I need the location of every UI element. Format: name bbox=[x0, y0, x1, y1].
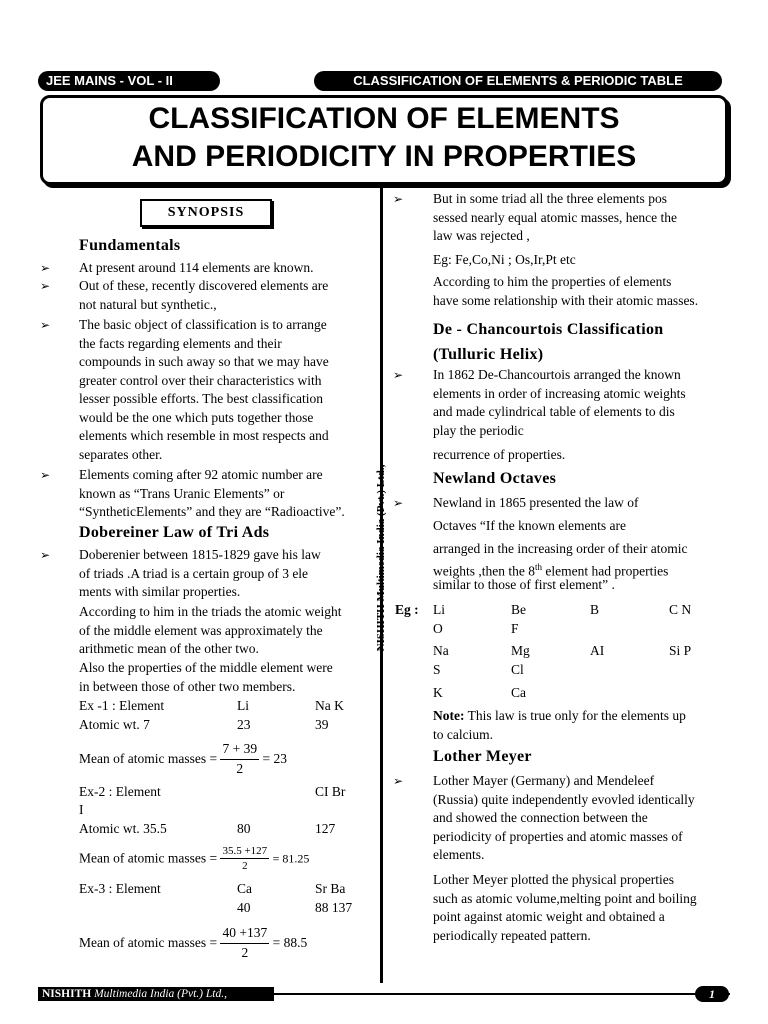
heading-lother-meyer: Lother Meyer bbox=[433, 748, 532, 765]
synopsis-label: SYNOPSIS bbox=[140, 199, 272, 227]
mean-formula-3: Mean of atomic masses = $\frac{40 +137}{2}$ = 88.5 bbox=[79, 925, 308, 960]
ex1-label: Ex -1 : Element bbox=[79, 698, 165, 713]
ex3-value-1: 40 bbox=[237, 900, 251, 915]
volume-tag: JEE MAINS - VOL - II bbox=[38, 71, 220, 91]
octave-cell: AI bbox=[590, 643, 605, 658]
bullet-icon: ➢ bbox=[393, 496, 404, 510]
bullet-icon: ➢ bbox=[40, 318, 51, 332]
bullet-icon: ➢ bbox=[393, 774, 404, 788]
ex1-value-2: 39 bbox=[315, 717, 329, 732]
octave-cell: C N bbox=[669, 602, 692, 617]
ex3-label: Ex-3 : Element bbox=[79, 881, 161, 896]
ex3-element-2: Sr Ba bbox=[315, 881, 346, 896]
newland-point-line-5: similar to those of first element” . bbox=[433, 577, 615, 592]
octave-cell: Ca bbox=[511, 685, 526, 700]
bullet-icon: ➢ bbox=[40, 261, 51, 275]
de-chancourtois-continued: recurrence of properties. bbox=[433, 447, 566, 462]
ex2-value-2: 127 bbox=[315, 821, 336, 836]
lother-meyer-point: Lother Mayer (Germany) and Mendeleef (Russia) quite independently evovled identically and showed the connection between the periodicity of properties and atomic masses of elements. bbox=[433, 773, 695, 862]
octave-cell: F bbox=[511, 621, 519, 636]
octave-cell: Na bbox=[433, 643, 449, 658]
footer-publisher: NISHITH Multimedia India (Pvt.) Ltd., bbox=[38, 987, 274, 1001]
octave-cell: B bbox=[590, 602, 600, 617]
newland-point-line-1: Newland in 1865 presented the law of bbox=[433, 495, 639, 510]
newland-note: Note: This law is true only for the elements up to calcium. bbox=[433, 708, 686, 742]
bullet-icon: ➢ bbox=[40, 468, 51, 482]
fundamentals-point-3: The basic object of classification is to arrange the facts regarding elements and their compounds in such away so that we may have greater control over their characteristics with lesser possible efforts. The best classification would be the one which puts together those elements which resemble in most respects and separates other. bbox=[79, 317, 329, 462]
chapter-tag: CLASSIFICATION OF ELEMENTS & PERIODIC TABLE bbox=[314, 71, 722, 91]
de-chancourtois-point: In 1862 De-Chancourtois arranged the known elements in order of increasing atomic weights and made cylindrical table of elements to dis play the periodic bbox=[433, 367, 686, 438]
octave-cell: Be bbox=[511, 602, 526, 617]
ex1-element-1: Li bbox=[237, 698, 249, 713]
octave-cell: O bbox=[433, 621, 443, 636]
ex2-element-i: I bbox=[79, 802, 84, 817]
octave-cell: Cl bbox=[511, 662, 524, 677]
triad-rejection-point: But in some triad all the three elements pos sessed nearly equal atomic masses, hence the law was rejected , bbox=[433, 191, 678, 243]
fundamentals-point-2: Out of these, recently discovered elements are not natural but synthetic., bbox=[79, 278, 329, 312]
ex2-elements: CI Br bbox=[315, 784, 346, 799]
page-title-line-2: AND PERIODICITY IN PROPERTIES bbox=[131, 140, 637, 173]
fundamentals-point-4: Elements coming after 92 atomic number are known as “Trans Uranic Elements” or “SyntheticElements” and they are “Radioactive”. bbox=[79, 467, 345, 519]
ex1-atomic-weight: Atomic wt. 7 bbox=[79, 717, 150, 732]
dobereiner-paragraph-1: According to him in the triads the atomic weight of the middle element was approximately the arithmetic mean of the other two. bbox=[79, 604, 342, 656]
newland-point-line-3: arranged in the increasing order of their atomic bbox=[433, 541, 688, 556]
ex3-value-2: 88 137 bbox=[315, 900, 353, 915]
page-title-line-1: CLASSIFICATION OF ELEMENTS bbox=[148, 102, 620, 135]
heading-newland: Newland Octaves bbox=[433, 470, 557, 487]
side-watermark-text: NISHITH Multimedia India (Pvt.) Ltd., bbox=[374, 464, 387, 652]
mean-formula-1: Mean of atomic masses = $\frac{7 + 39}{2}$ = 23 bbox=[79, 741, 287, 776]
heading-dobereiner: Dobereiner Law of Tri Ads bbox=[79, 524, 270, 541]
newland-point-line-4: weights ,then the 8th element had properties bbox=[433, 562, 669, 579]
bullet-icon: ➢ bbox=[393, 368, 404, 382]
title-box bbox=[40, 95, 728, 185]
page-number: 1 bbox=[695, 986, 729, 1002]
octave-cell: K bbox=[433, 685, 443, 700]
lother-meyer-paragraph: Lother Meyer plotted the physical properties such as atomic volume,melting point and boiling point against atomic weight and obtained a periodically repeated pattern. bbox=[433, 872, 697, 943]
bullet-icon: ➢ bbox=[40, 279, 51, 293]
octave-cell: Mg bbox=[511, 643, 530, 658]
octave-cell: Si P bbox=[669, 643, 692, 658]
newland-point-line-2: Octaves “If the known elements are bbox=[433, 518, 627, 533]
ex1-element-2: Na K bbox=[315, 698, 344, 713]
fundamentals-point-1: At present around 114 elements are known. bbox=[79, 260, 314, 275]
ex2-atomic-weight: Atomic wt. 35.5 bbox=[79, 821, 167, 836]
triad-conclusion: According to him the properties of elements have some relationship with their atomic masses. bbox=[433, 274, 699, 308]
ex3-element-1: Ca bbox=[237, 881, 252, 896]
bullet-icon: ➢ bbox=[40, 548, 51, 562]
dobereiner-point: Doberenier between 1815-1829 gave his law of triads .A triad is a certain group of 3 ele ments with similar properties. bbox=[79, 547, 321, 599]
mean-formula-2: Mean of atomic masses = $\frac{35.5 +127}{2}$ = 81.25 bbox=[79, 845, 310, 872]
triad-example: Eg: Fe,Co,Ni ; Os,Ir,Pt etc bbox=[433, 252, 576, 267]
heading-fundamentals: Fundamentals bbox=[79, 237, 181, 254]
bullet-icon: ➢ bbox=[393, 192, 404, 206]
heading-de-chancourtois: De - Chancourtois Classification (Tulluric Helix) bbox=[433, 321, 664, 363]
octave-cell: Li bbox=[433, 602, 445, 617]
ex2-label: Ex-2 : Element bbox=[79, 784, 161, 799]
octaves-eg-label: Eg : bbox=[395, 602, 419, 617]
ex1-value-1: 23 bbox=[237, 717, 251, 732]
dobereiner-paragraph-2: Also the properties of the middle element were in between those of other two members. bbox=[79, 660, 333, 694]
octave-cell: S bbox=[433, 662, 441, 677]
ex2-value-1: 80 bbox=[237, 821, 251, 836]
